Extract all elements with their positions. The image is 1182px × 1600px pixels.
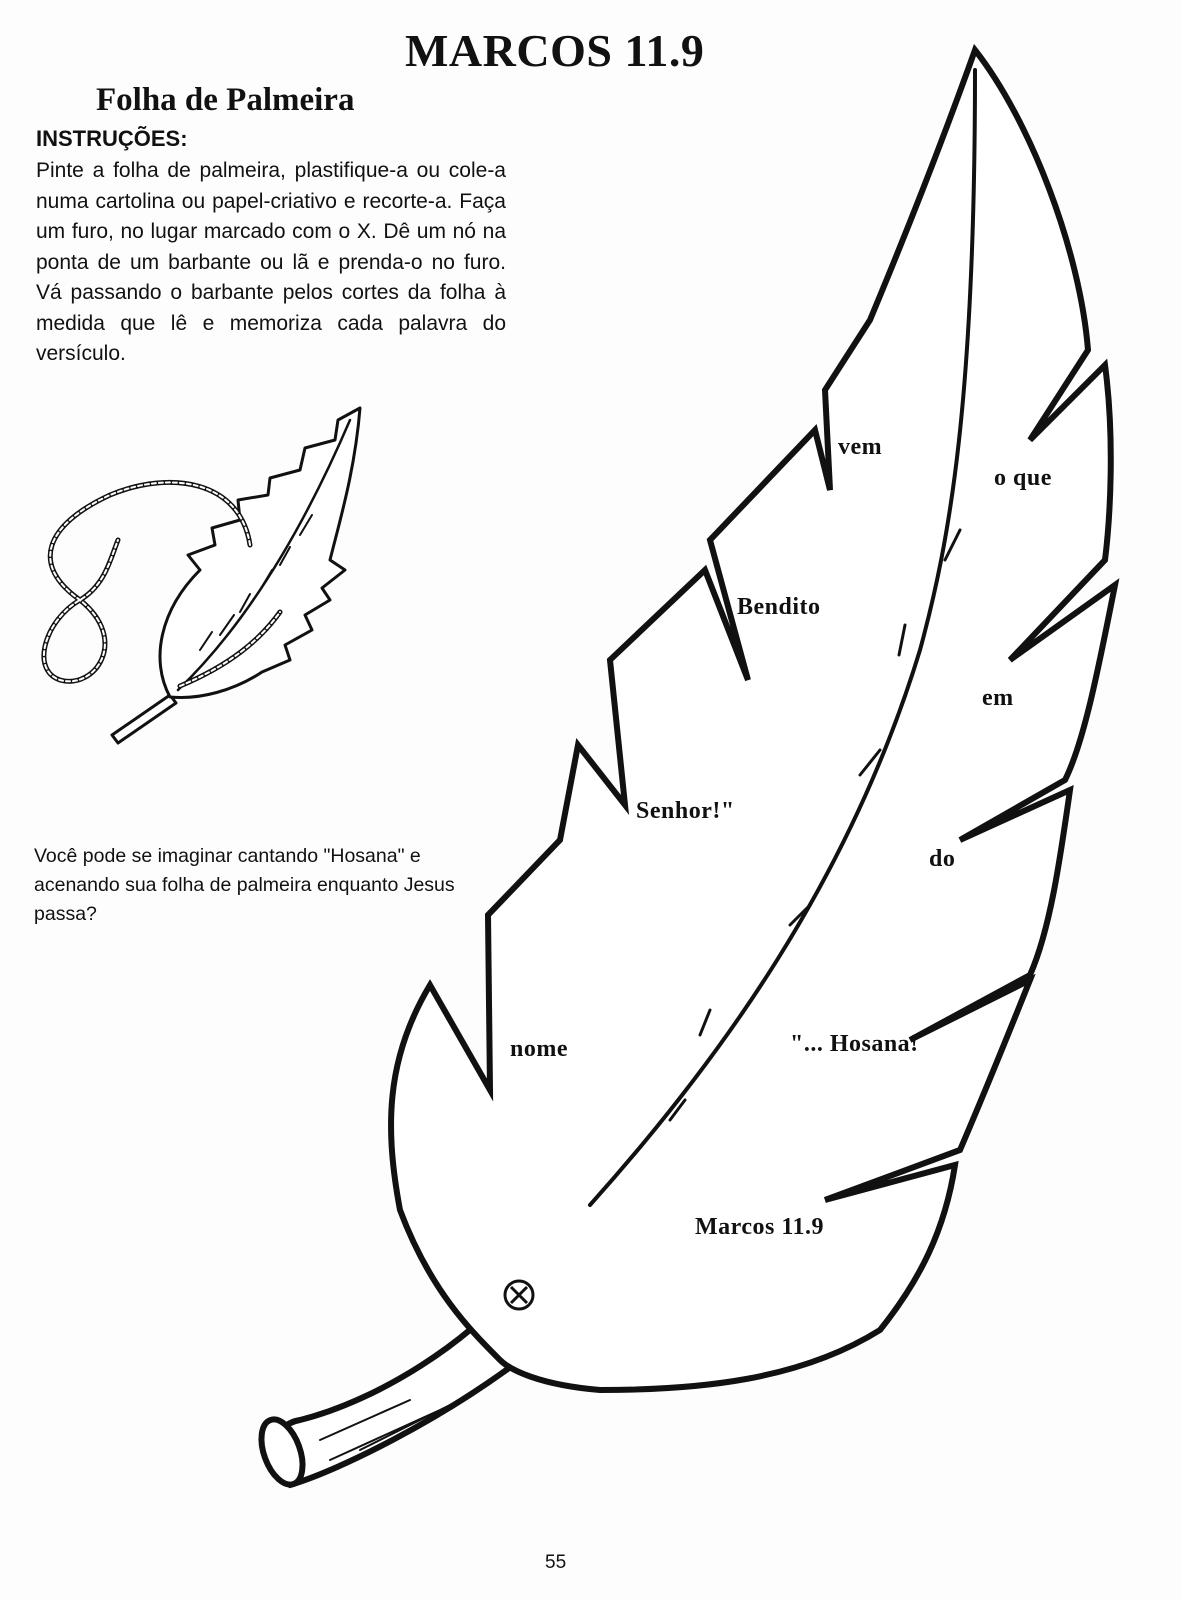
leaf-word-vem: vem: [838, 434, 883, 460]
leaf-word-bendito: Bendito: [737, 594, 821, 620]
instructions-heading: INSTRUÇÕES:: [36, 126, 188, 151]
leaf-word-o-que: o que: [994, 465, 1052, 491]
leaf-word-senhor: Senhor!": [636, 798, 735, 824]
leaf-word-em: em: [982, 685, 1014, 711]
leaf-word-nome: nome: [510, 1036, 568, 1062]
page-title: MARCOS 11.9: [405, 25, 705, 76]
leaf-word-reference: Marcos 11.9: [695, 1214, 825, 1240]
leaf-word-do: do: [929, 846, 956, 872]
question-text: Você pode se imaginar cantando "Hosana" e acenando sua folha de palmeira enquanto Jesus passa?: [34, 845, 455, 925]
instructions-text: Pinte a folha de palmeira, plastifique-a ou cole-a numa cartolina ou papel-criativo e recorte-a. Faça um furo, no lugar marcado com o X. Dê um nó na ponta de um barbante ou lã e prenda-o no furo. Vá passando o barbante pelos cortes da folha à medida que lê e memoriza cada palavra do versículo.: [36, 159, 506, 365]
leaf-word-hosana: "... Hosana!: [790, 1031, 919, 1057]
page-number: 55: [545, 1552, 567, 1573]
page-subtitle: Folha de Palmeira: [96, 82, 355, 118]
circled-x-hole-mark: [505, 1281, 533, 1309]
